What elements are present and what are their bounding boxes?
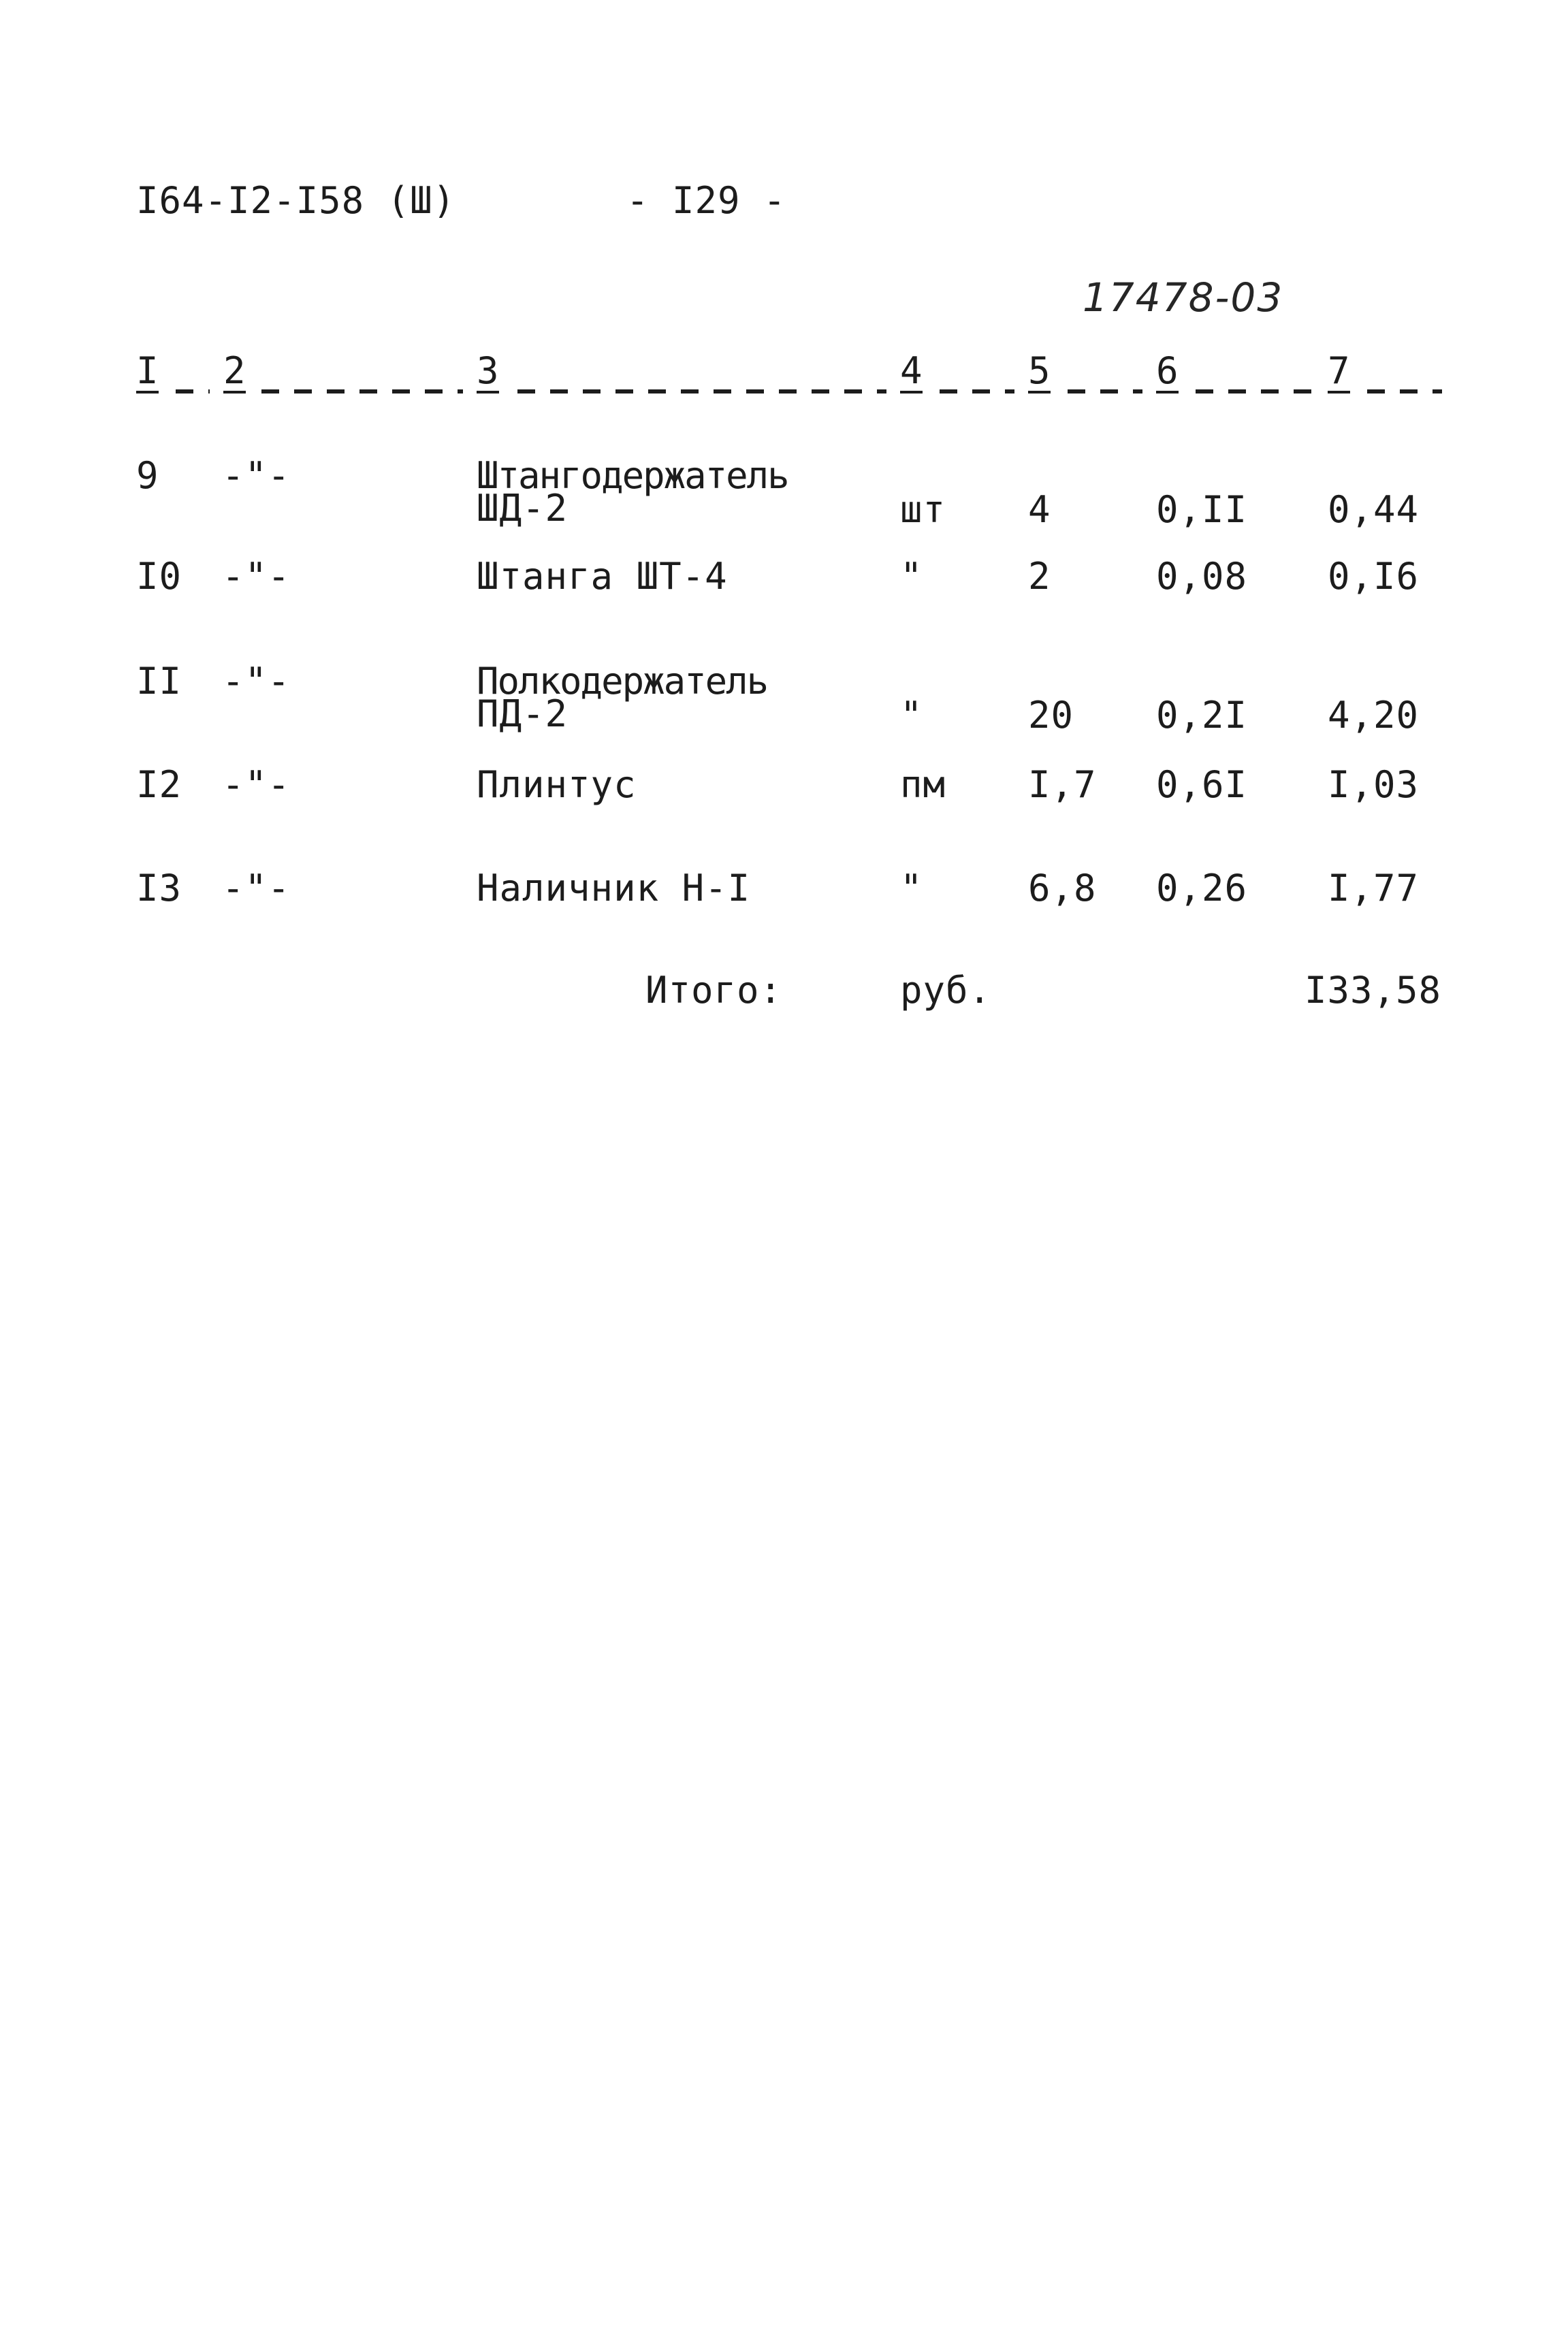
item-name: Штанга ШТ-4 (477, 555, 728, 598)
item-price: 0,08 (1156, 555, 1248, 598)
column-header: 3 (477, 349, 499, 392)
header-dash-line (1367, 389, 1442, 393)
item-name: Полкодержатель (477, 660, 768, 703)
handwritten-reference: 17478-03 (1083, 274, 1284, 321)
item-total: 0,44 (1328, 488, 1420, 531)
item-total: I,03 (1328, 763, 1420, 806)
item-name: Штангодержатель (477, 454, 788, 497)
row-number: 9 (136, 454, 159, 497)
item-quantity: I,7 (1028, 763, 1097, 806)
item-total: I,77 (1328, 867, 1420, 910)
item-total: 0,I6 (1328, 555, 1420, 598)
header-dash-line (940, 389, 1014, 393)
row-number: I0 (136, 555, 182, 598)
item-price: 0,26 (1156, 867, 1248, 910)
item-price: 0,II (1156, 488, 1248, 531)
total-unit: руб. (900, 969, 992, 1012)
header-dash-line (1068, 389, 1142, 393)
item-total: 4,20 (1328, 694, 1420, 737)
column-header: 7 (1328, 349, 1350, 392)
row-number: I2 (136, 763, 182, 806)
item-quantity: 4 (1028, 488, 1051, 531)
item-unit: " (900, 555, 923, 598)
item-name-line2: ПД-2 (477, 692, 569, 735)
row-ref: -"- (222, 763, 291, 806)
item-quantity: 6,8 (1028, 867, 1097, 910)
item-unit: пм (900, 763, 946, 806)
header-dash-line (1196, 389, 1314, 393)
item-unit: " (900, 867, 923, 910)
item-unit: " (900, 694, 923, 737)
item-quantity: 20 (1028, 694, 1074, 737)
column-header: 2 (223, 349, 246, 392)
row-number: I3 (136, 867, 182, 910)
column-header: 6 (1156, 349, 1179, 392)
row-number: II (136, 660, 182, 703)
item-name-line2: ШД-2 (477, 487, 569, 530)
row-ref: -"- (222, 454, 291, 497)
column-header: 4 (900, 349, 923, 392)
page-number: - I29 - (626, 179, 786, 222)
document-code: I64-I2-I58 (Ш) (136, 179, 456, 222)
item-price: 0,6I (1156, 763, 1248, 806)
item-name: Плинтус (477, 763, 637, 806)
column-header: 5 (1028, 349, 1051, 392)
row-ref: -"- (222, 555, 291, 598)
total-label: Итого: (645, 969, 783, 1012)
item-price: 0,2I (1156, 694, 1248, 737)
column-header: I (136, 349, 159, 392)
item-name: Наличник Н-I (477, 867, 751, 910)
header-dash-line (261, 389, 463, 393)
item-quantity: 2 (1028, 555, 1051, 598)
row-ref: -"- (222, 867, 291, 910)
row-ref: -"- (222, 660, 291, 703)
item-unit: шт (900, 488, 946, 531)
total-value: I33,58 (1305, 969, 1442, 1012)
header-dash-line (176, 389, 210, 393)
header-dash-line (517, 389, 886, 393)
